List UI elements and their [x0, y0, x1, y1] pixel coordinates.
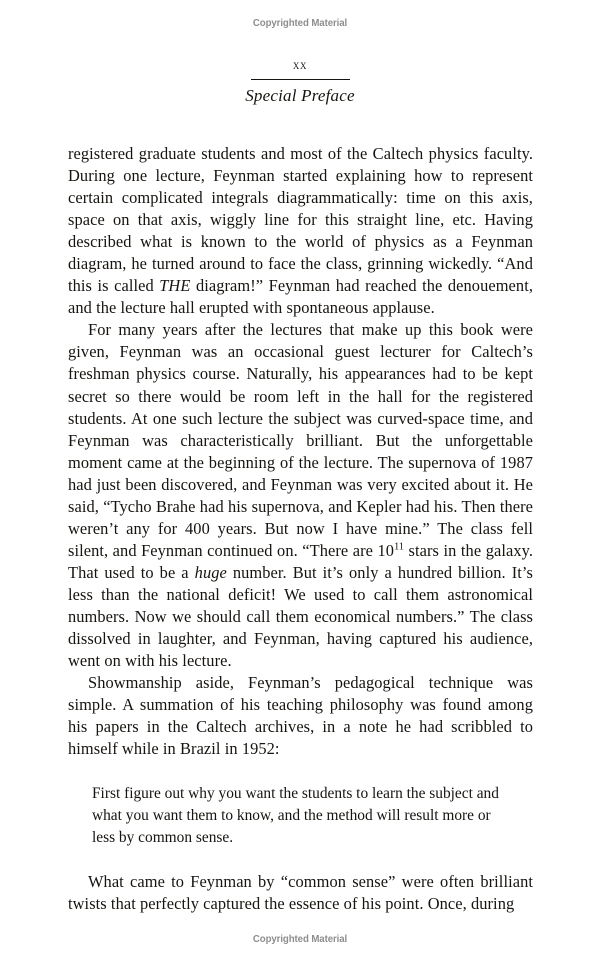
running-head [0, 58, 600, 106]
paragraph-1-emphasis: THE [159, 276, 191, 296]
copyright-watermark-bottom: Copyrighted Material [252, 933, 348, 945]
running-head-title: Special Preface [245, 86, 355, 106]
text-block [68, 143, 533, 915]
paragraph-1-text-b: diagram!” Feynman had reached the denouement, and the lecture hall erupted with spontaneous applause. [68, 276, 534, 318]
extract-spacer-bottom [68, 848, 533, 871]
paragraph-2-text-c: number. But it’s only a hundred billion. It’s less than the national deficit! We used to call them astronomical numbers. Now we should call them economical numbers.” The class dissolved in laughter, and Feynman, having captured his audience, went on with his lecture. [68, 562, 533, 671]
block-quote-extract: First figure out why you want the students to learn the subject and what you want them to know, and the method will result more or less by common sense. [92, 785, 499, 846]
paragraph-1-text-a: registered graduate students and most of the Caltech physics faculty. During one lecture, Feynman started explaining how to represent certain complicated integrals diagrammatically: time on this axis, space on that axis, wiggly line for this straight line, etc. Having described what is known to the world of physics as a Feynman diagram, he turned around to face the class, grinning wickedly. “And this is called [68, 144, 533, 296]
paragraph-4: What came to Feynman by “common sense” were often brilliant twists that perfectly captured the essence of his point. Once, during [68, 872, 533, 914]
paragraph-2-text-b: stars in the galaxy. That used to be a [68, 540, 533, 582]
running-head-rule [251, 79, 350, 80]
exponent-superscript: 11 [394, 541, 405, 553]
paragraph-2 [68, 319, 533, 672]
copyright-watermark-top: Copyrighted Material [252, 17, 348, 29]
paragraph-1 [68, 143, 533, 319]
paragraph-2-emphasis: huge [194, 562, 227, 582]
extract-spacer-top [68, 760, 533, 783]
paragraph-2-text-a: For many years after the lectures that make up this book were given, Feynman was an occasional guest lecturer for Caltech’s freshman physics course. Naturally, his appearances had to be kept secret so there would be room left in the hall for the registered students. At one such lecture the subject was curved-space time, and Feynman was characteristically brilliant. But the unforgettable moment came at the beginning of the lecture. The supernova of 1987 had just been discovered, and Feynman was very excited about it. He said, “Tycho Brahe had his supernova, and Kepler had his. Then there weren’t any for 400 years. But now I have mine.” The class fell silent, and Feynman continued on. “There are 10 [68, 320, 533, 560]
page-number: xx [292, 57, 308, 72]
paragraph-3: Showmanship aside, Feynman’s pedagogical technique was simple. A summation of his teaching philosophy was found among his papers in the Caltech archives, in a note he had scribbled to himself while in Brazil in 1952: [68, 673, 533, 759]
